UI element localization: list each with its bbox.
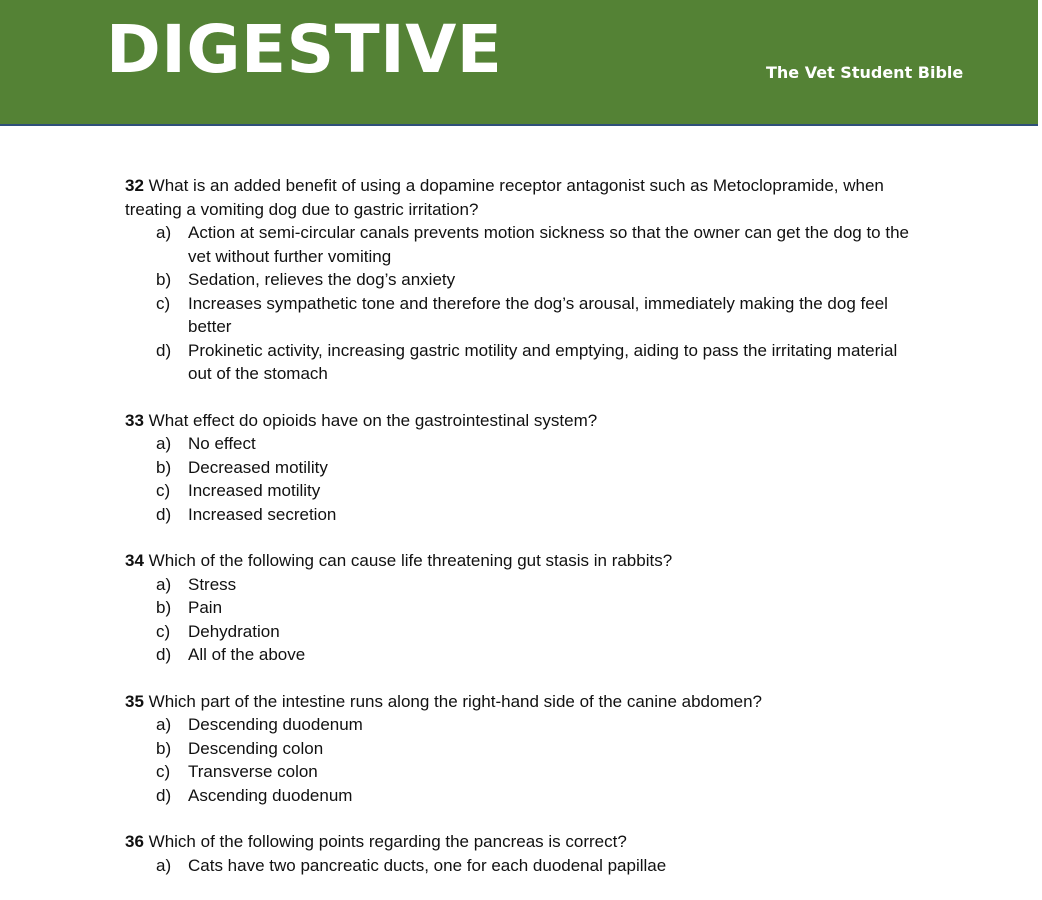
option-d [125, 643, 925, 667]
question-text [125, 409, 925, 433]
option-text: Transverse colon [188, 762, 318, 781]
option-d [125, 784, 925, 808]
option-text: Ascending duodenum [188, 785, 353, 805]
option-list [125, 221, 925, 386]
question-number: 34 [125, 551, 144, 570]
option-letter: b) [156, 457, 172, 477]
question-36 [125, 830, 925, 877]
option-text: All of the above [188, 645, 306, 664]
option-letter: c) [156, 621, 171, 641]
option-c [125, 620, 925, 644]
option-letter: d) [156, 504, 172, 524]
option-letter: b) [156, 270, 172, 289]
header-band [0, 0, 1038, 126]
option-letter: a) [156, 715, 172, 734]
question-32 [125, 174, 925, 386]
option-letter: c) [156, 762, 171, 781]
option-text: Decreased motility [188, 457, 328, 477]
option-letter: a) [156, 434, 172, 453]
question-prompt: Which of the following points regarding the pancreas is correct? [148, 832, 627, 851]
question-number: 35 [125, 691, 144, 711]
option-text: Sedation, relieves the dog’s anxiety [188, 270, 456, 289]
question-list [125, 174, 925, 900]
option-b [125, 456, 925, 480]
question-number: 36 [125, 832, 144, 851]
option-letter: a) [156, 574, 172, 594]
option-text: Dehydration [188, 621, 280, 641]
question-prompt: Which part of the intestine runs along the right-hand side of the canine abdomen? [148, 691, 762, 711]
question-number: 33 [125, 410, 144, 430]
header-edge [1038, 0, 1042, 126]
option-text: Descending duodenum [188, 715, 363, 734]
option-list [125, 854, 925, 878]
option-b [125, 737, 925, 761]
option-b [125, 596, 925, 620]
option-text: Descending colon [188, 738, 324, 758]
option-d [125, 339, 925, 386]
option-text: No effect [188, 434, 256, 453]
option-text: Action at semi-circular canals prevents motion sickness so that the owner can get the dog to the vet without further vomiting [188, 223, 909, 266]
option-c [125, 292, 925, 339]
option-text: Stress [188, 574, 237, 594]
option-list [125, 713, 925, 807]
question-33 [125, 409, 925, 527]
option-text: Increases sympathetic tone and therefore the dog’s arousal, immediately making the dog feel better [188, 293, 888, 336]
option-letter: d) [156, 340, 172, 360]
option-a [125, 854, 925, 878]
option-a [125, 573, 925, 597]
option-text: Pain [188, 598, 223, 617]
option-b [125, 268, 925, 292]
question-text [125, 549, 925, 573]
question-prompt: What is an added benefit of using a dopamine receptor antagonist such as Metoclopramide, when treating a vomiting dog due to gastric irritation? [125, 176, 884, 219]
option-text: Prokinetic activity, increasing gastric motility and emptying, aiding to pass the irritating material out of the stomach [188, 340, 898, 383]
option-letter: b) [156, 598, 172, 617]
option-letter: d) [156, 785, 172, 805]
option-letter: a) [156, 855, 172, 875]
option-d [125, 503, 925, 527]
question-34 [125, 549, 925, 667]
brand-subtitle: The Vet Student Bible [766, 63, 964, 82]
option-letter: a) [156, 223, 172, 242]
option-text: Cats have two pancreatic ducts, one for each duodenal papillae [188, 855, 667, 875]
option-letter: d) [156, 645, 172, 664]
option-letter: b) [156, 738, 172, 758]
question-35 [125, 690, 925, 808]
option-letter: c) [156, 481, 171, 500]
option-text: Increased secretion [188, 504, 337, 524]
option-a [125, 713, 925, 737]
question-number: 32 [125, 176, 144, 195]
question-text [125, 174, 925, 221]
option-c [125, 479, 925, 503]
option-letter: c) [156, 293, 171, 313]
option-a [125, 432, 925, 456]
option-a [125, 221, 925, 268]
question-text [125, 830, 925, 854]
option-text: Increased motility [188, 481, 321, 500]
question-text [125, 690, 925, 714]
question-prompt: Which of the following can cause life threatening gut stasis in rabbits? [148, 551, 673, 570]
option-c [125, 760, 925, 784]
page-title: DIGESTIVE [106, 11, 503, 88]
option-list [125, 573, 925, 667]
option-list [125, 432, 925, 526]
question-prompt: What effect do opioids have on the gastrointestinal system? [148, 410, 598, 430]
